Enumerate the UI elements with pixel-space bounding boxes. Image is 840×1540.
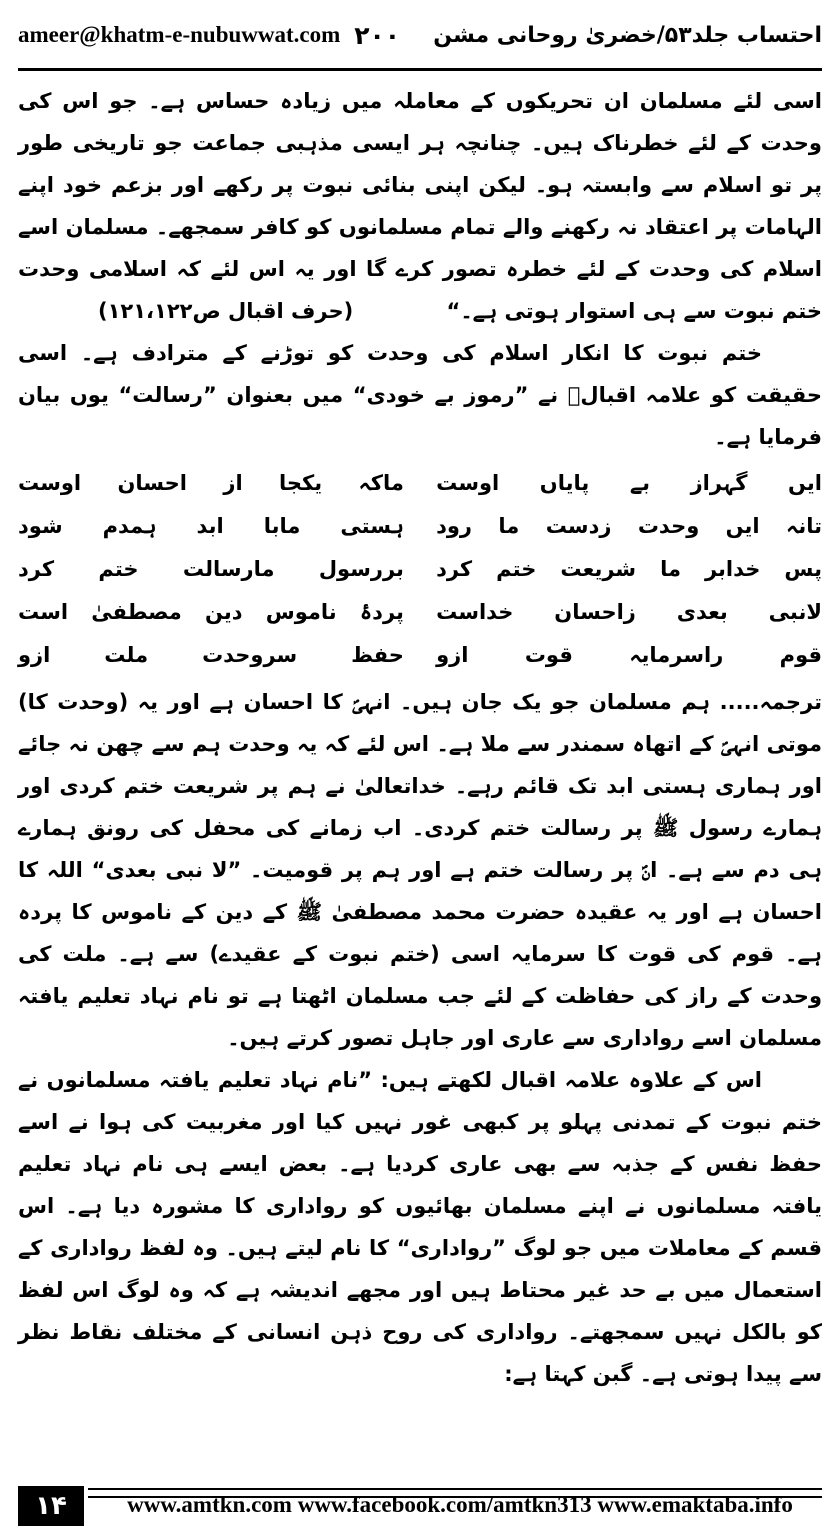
header-rule [18,68,822,71]
poem-hemistich-left: حفظ سروحدت ملت ازو [18,643,404,667]
poem-couplet [18,505,822,548]
footer-page-label: ۱۴ [18,1486,84,1526]
page-footer [18,1486,822,1530]
poem-hemistich-left: ہستی مابا ابد ہمدم شود [18,514,404,538]
header-left [18,21,400,50]
poem [18,462,822,677]
poem-couplet [18,591,822,634]
header-book-title: احتساب جلد۵۳/خضریٰ روحانی مشن [433,22,822,48]
poem-hemistich-left: بررسول مارسالت ختم کرد [18,557,404,581]
poem-hemistich-left: ماکہ یکجا از احسان اوست [18,471,404,495]
poem-hemistich-left: پردۂ ناموس دین مصطفیٰ است [18,600,404,624]
page-header [18,6,822,64]
poem-hemistich-right: لانبی بعدی زاحسان خداست [436,600,822,624]
page-body [18,80,822,1395]
poem-hemistich-right: پس خدابر ما شریعت ختم کرد [436,557,822,581]
poem-hemistich-right: تانہ ایں وحدت زدست ما رود [436,514,822,538]
footer-urls: www.amtkn.com www.facebook.com/amtkn313 www.emaktaba.info [127,1492,793,1517]
paragraph-4: اس کے علاوہ علامہ اقبال لکھتے ہیں: ”نام نہاد تعلیم یافتہ مسلمانوں نے ختم نبوت کے تمدنی پہلو پر کبھی غور نہیں کیا اور مغربیت کی ہوا نے اسے حفظ نفس کے جذبہ سے بھی عاری کردیا ہے۔ بعض ایسے ہی نام نہاد تعلیم یافتہ مسلمانوں نے اپنے مسلمان بھائیوں کو رواداری کا مشورہ دیا ہے۔ اس قسم کے معاملات میں جو لوگ ”رواداری“ کا نام لیتے ہیں۔ وہ لفظ رواداری کے استعمال میں بے حد غیر محتاط ہیں اور مجھے اندیشہ ہے کہ وہ لوگ اس لفظ کو بالکل نہیں سمجھتے۔ رواداری کی روح ذہن انسانی کے مختلف نقاط نظر سے پیدا ہوتی ہے۔ گبن کہتا ہے: [18,1068,822,1386]
poem-couplet [18,548,822,591]
paragraph-translation: ترجمہ..... ہم مسلمان جو یک جان ہیں۔ انہیؐ کا احسان ہے اور یہ (وحدت کا) موتی انہیؐ کے اتھاہ سمندر سے ملا ہے۔ اس لئے کہ یہ وحدت ہم سے چھن نہ جائے اور ہماری ہستی ابد تک قائم رہے۔ خداتعالیٰ نے ہم پر شریعت ختم کردی اور ہمارے رسول ﷺ پر رسالت ختم کردی۔ اب زمانے کی محفل کی رونق ہمارے ہی دم سے ہے۔ انؐ پر رسالت ختم ہے اور ہم پر قومیت۔ ”لا نبی بعدی“ اللہ کا احسان ہے اور یہ عقیدہ حضرت محمد مصطفیٰ ﷺ کے دین کے ناموس کا پردہ ہے۔ قوم کی قوت کا سرمایہ اسی (ختم نبوت کے عقیدے) سے ہے۔ ملت کی وحدت کے راز کی حفاظت کے لئے جب مسلمان اٹھتا ہے تو نام نہاد تعلیم یافتہ مسلمان اسے رواداری سے عاری اور جاہل تصور کرتے ہیں۔ [18,690,822,1050]
paragraph-1: اسی لئے مسلمان ان تحریکوں کے معاملہ میں زیادہ حساس ہے۔ جو اس کی وحدت کے لئے خطرناک ہیں۔ چنانچہ ہر ایسی مذہبی جماعت جو تاریخی طور پر تو اسلام سے وابستہ ہو۔ لیکن اپنی بنائی نبوت پر رکھے اور بزعم خود اپنے الہامات پر اعتقاد نہ رکھنے والے تمام مسلمانوں کو کافر سمجھے۔ مسلمان اسے اسلام کی وحدت کے لئے خطرہ تصور کرے گا اور یہ اس لئے کہ اسلامی وحدت ختم نبوت سے ہی استوار ہوتی ہے۔“ [18,89,822,323]
header-email: ameer@khatm-e-nubuwwat.com [18,22,341,47]
paragraph-2: ختم نبوت کا انکار اسلام کی وحدت کو توڑنے کے مترادف ہے۔ اسی حقیقت کو علامہ اقبالؒ نے ”رموز بے خودی“ میں بعنوان ”رسالت“ یوں بیان فرمایا ہے۔ [18,341,822,449]
header-page-number: ۲۰۰ [354,20,401,50]
poem-hemistich-right: ایں گہراز بے پایاں اوست [436,471,822,495]
poem-hemistich-right: قوم راسرمایہ قوت ازو [436,643,822,667]
poem-couplet [18,462,822,505]
citation: (حرف اقبال ص۱۲۱،۱۲۲) [98,299,354,323]
poem-couplet [18,634,822,677]
